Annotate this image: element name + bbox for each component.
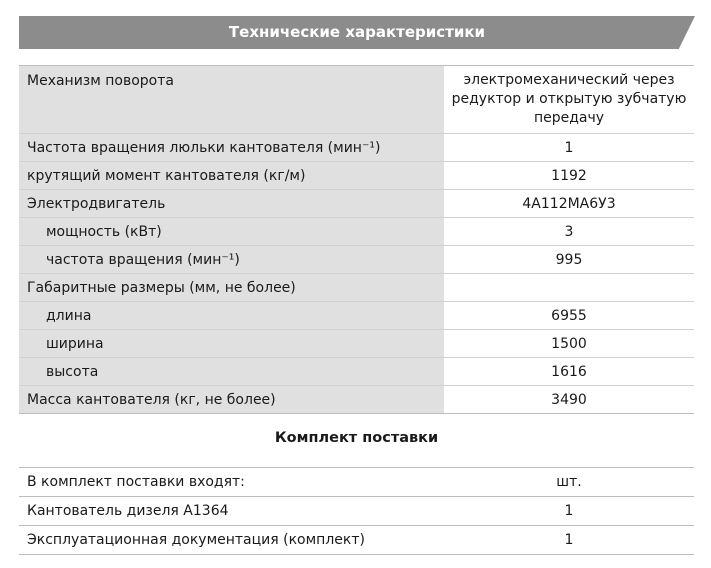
spec-name: Частота вращения люльки кантователя (мин⁻¹): [19, 134, 444, 161]
table-row: [19, 302, 694, 330]
spec-value: [444, 274, 694, 301]
kit-item-name: Эксплуатационная документация (комплект): [27, 532, 365, 548]
spec-name: Электродвигатель: [19, 190, 444, 217]
table-row: [19, 274, 694, 302]
spec-name: крутящий момент кантователя (кг/м): [19, 162, 444, 189]
spec-value: 1: [564, 139, 574, 156]
spec-name: Механизм поворота: [19, 66, 444, 133]
kit-item-qty: шт.: [556, 474, 582, 490]
spec-name: длина: [19, 302, 444, 329]
spec-value: 1192: [551, 167, 587, 184]
table-row: [19, 66, 694, 134]
specs-table: [19, 65, 694, 414]
spec-value: 4А112МА6У3: [522, 195, 616, 212]
spec-name: Габаритные размеры (мм, не более): [19, 274, 444, 301]
spec-name: мощность (кВт): [19, 218, 444, 245]
kit-item-name: Кантователь дизеля А1364: [27, 503, 229, 519]
kit-title: Комплект поставки: [274, 430, 439, 446]
table-row: [19, 330, 694, 358]
spec-name: высота: [19, 358, 444, 385]
page-title: Технические характеристики: [228, 23, 486, 41]
spec-name: частота вращения (мин⁻¹): [19, 246, 444, 273]
kit-item-qty: 1: [564, 503, 574, 519]
spec-value: 1616: [551, 363, 587, 380]
spec-value: 1500: [551, 335, 587, 352]
kit-table: [19, 467, 694, 555]
spec-value: 6955: [551, 307, 587, 324]
spec-name: Масса кантователя (кг, не более): [19, 386, 444, 413]
table-row: [19, 218, 694, 246]
spec-value: 995: [555, 251, 583, 268]
table-row: [19, 386, 694, 413]
spec-value: 3: [564, 223, 574, 240]
table-row: [19, 526, 694, 555]
spec-value: 3490: [551, 391, 587, 408]
table-row: [19, 162, 694, 190]
table-row: [19, 468, 694, 497]
spec-value: электромеханический через редуктор и открытую зубчатую передачу: [451, 72, 687, 126]
table-row: [19, 246, 694, 274]
table-row: [19, 358, 694, 386]
spec-name: ширина: [19, 330, 444, 357]
kit-item-name: В комплект поставки входят:: [27, 474, 245, 490]
kit-item-qty: 1: [564, 532, 574, 548]
table-row: [19, 497, 694, 526]
table-row: [19, 134, 694, 162]
table-row: [19, 190, 694, 218]
